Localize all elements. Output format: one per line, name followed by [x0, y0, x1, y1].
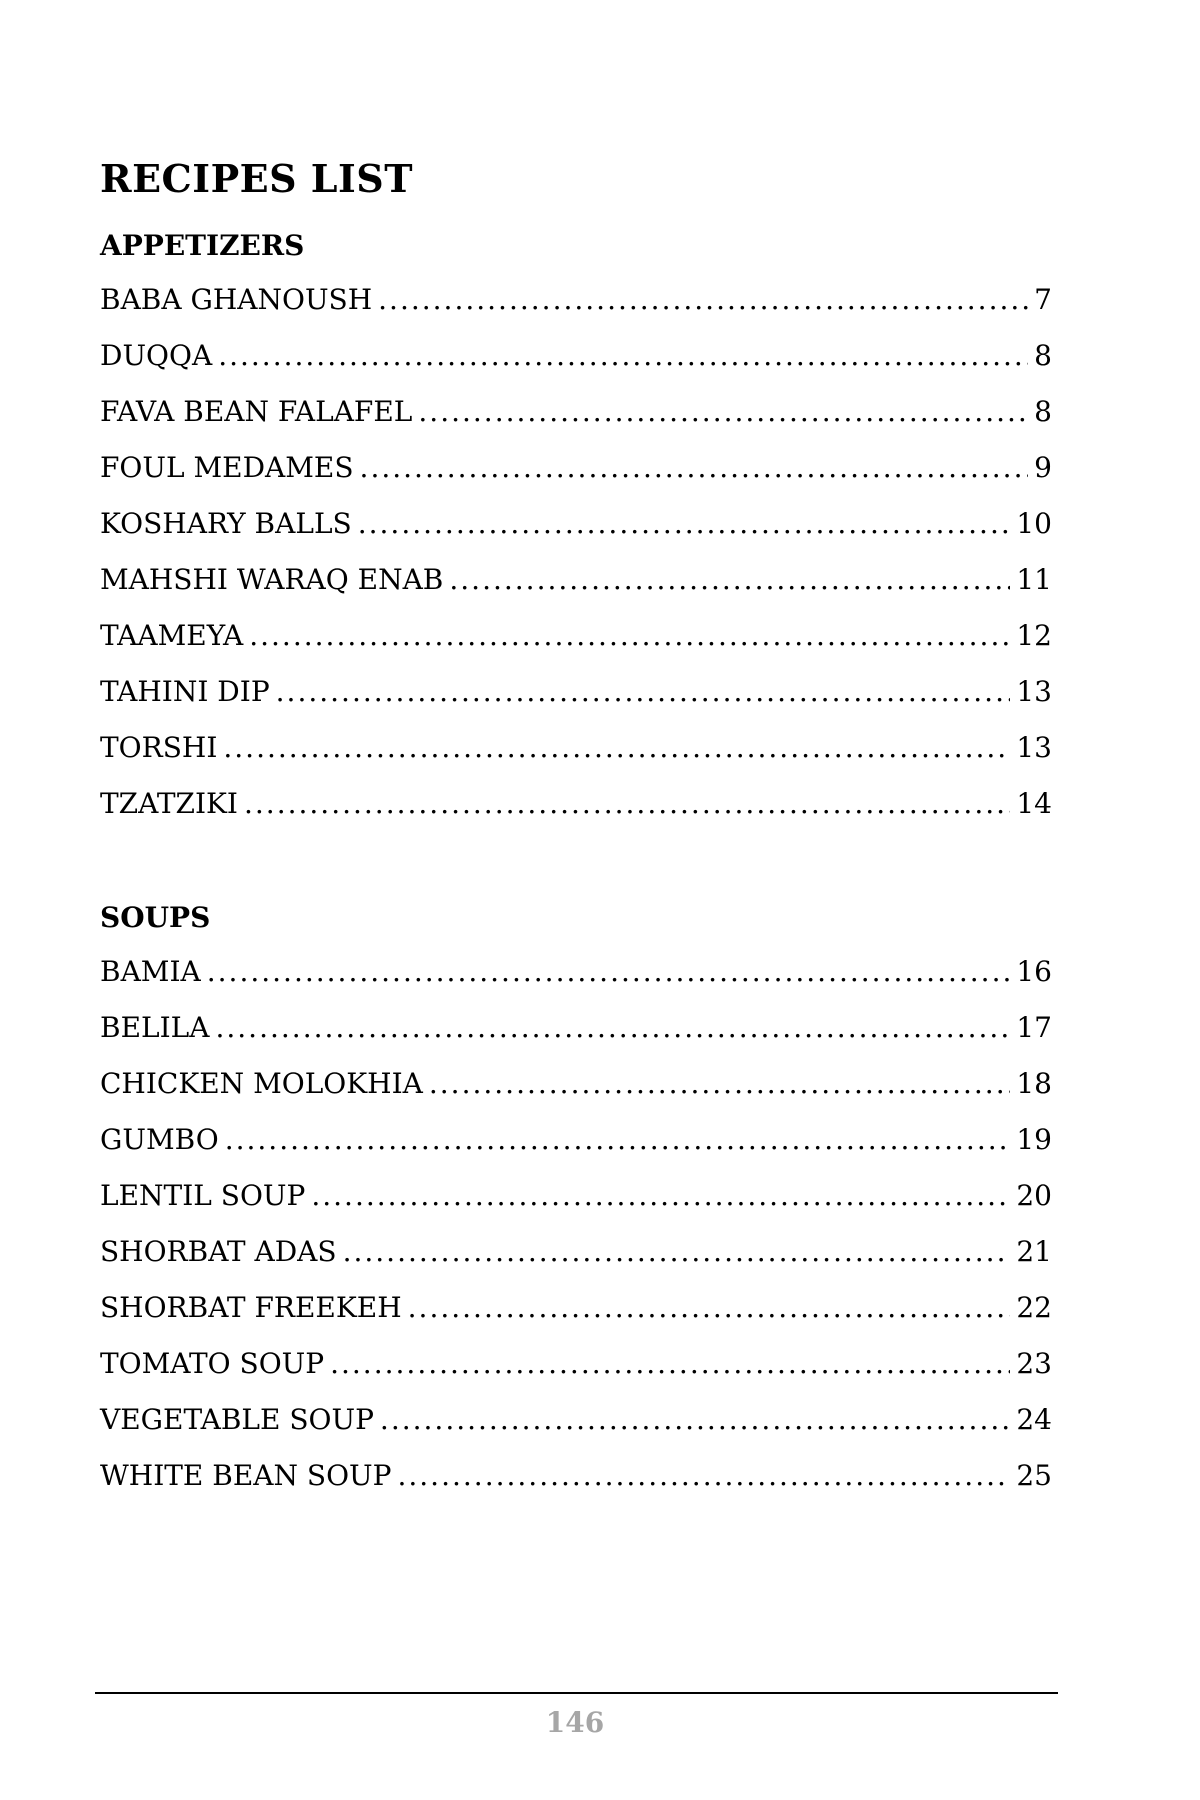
leader-dots	[244, 776, 1010, 832]
leader-dots	[218, 328, 1028, 384]
toc-entry-page: 25	[1016, 1459, 1052, 1492]
toc-entry-page: 21	[1016, 1235, 1052, 1268]
toc-entry-name: FAVA BEAN FALAFEL	[100, 395, 413, 428]
toc-entry-name: BABA GHANOUSH	[100, 283, 373, 316]
toc-entry-page: 9	[1034, 451, 1052, 484]
toc-entry-page: 17	[1016, 1011, 1052, 1044]
leader-dots	[276, 664, 1011, 720]
section-heading-appetizers: APPETIZERS	[100, 229, 305, 262]
toc-entry-name: SHORBAT FREEKEH	[100, 1291, 402, 1324]
appetizers-list	[100, 272, 1052, 832]
leader-dots	[418, 384, 1028, 440]
toc-entry-name: SHORBAT ADAS	[100, 1235, 337, 1268]
toc-entry[interactable]	[100, 776, 1052, 832]
section-heading-soups: SOUPS	[100, 901, 211, 934]
toc-entry[interactable]	[100, 1168, 1052, 1224]
toc-entry-page: 11	[1016, 563, 1052, 596]
toc-entry[interactable]	[100, 664, 1052, 720]
toc-entry[interactable]	[100, 552, 1052, 608]
leader-dots	[429, 1056, 1010, 1112]
toc-entry-name: TAHINI DIP	[100, 675, 270, 708]
toc-entry-name: FOUL MEDAMES	[100, 451, 354, 484]
toc-entry-page: 12	[1016, 619, 1052, 652]
toc-entry-name: TZATZIKI	[100, 787, 238, 820]
leader-dots	[330, 1336, 1010, 1392]
toc-entry[interactable]	[100, 1056, 1052, 1112]
toc-entry[interactable]	[100, 1336, 1052, 1392]
leader-dots	[225, 1112, 1011, 1168]
toc-entry-name: GUMBO	[100, 1123, 219, 1156]
toc-entry[interactable]	[100, 1112, 1052, 1168]
toc-entry[interactable]	[100, 944, 1052, 1000]
toc-entry-page: 22	[1016, 1291, 1052, 1324]
soups-list	[100, 944, 1052, 1504]
toc-entry-page: 13	[1016, 675, 1052, 708]
toc-entry-page: 7	[1034, 283, 1052, 316]
toc-entry-page: 16	[1016, 955, 1052, 988]
toc-entry-page: 24	[1016, 1403, 1052, 1436]
leader-dots	[311, 1168, 1010, 1224]
toc-entry-page: 8	[1034, 395, 1052, 428]
toc-entry[interactable]	[100, 1000, 1052, 1056]
toc-entry-name: TORSHI	[100, 731, 218, 764]
leader-dots	[378, 272, 1028, 328]
toc-entry[interactable]	[100, 440, 1052, 496]
toc-entry-name: MAHSHI WARAQ ENAB	[100, 563, 444, 596]
toc-entry-page: 23	[1016, 1347, 1052, 1380]
toc-entry-name: KOSHARY BALLS	[100, 507, 352, 540]
leader-dots	[207, 944, 1011, 1000]
leader-dots	[223, 720, 1010, 776]
toc-entry-name: TAAMEYA	[100, 619, 244, 652]
toc-entry-page: 19	[1016, 1123, 1052, 1156]
leader-dots	[249, 608, 1010, 664]
toc-entry-page: 18	[1016, 1067, 1052, 1100]
toc-entry[interactable]	[100, 1448, 1052, 1504]
toc-entry[interactable]	[100, 496, 1052, 552]
toc-entry[interactable]	[100, 384, 1052, 440]
page-number: 146	[545, 1706, 605, 1739]
toc-entry[interactable]	[100, 1392, 1052, 1448]
leader-dots	[408, 1280, 1011, 1336]
toc-entry[interactable]	[100, 720, 1052, 776]
toc-entry-name: BELILA	[100, 1011, 210, 1044]
leader-dots	[343, 1224, 1011, 1280]
leader-dots	[358, 496, 1011, 552]
toc-entry-page: 13	[1016, 731, 1052, 764]
toc-entry-name: VEGETABLE SOUP	[100, 1403, 374, 1436]
toc-entry-name: DUQQA	[100, 339, 213, 372]
toc-entry-page: 14	[1016, 787, 1052, 820]
toc-entry[interactable]	[100, 1280, 1052, 1336]
footer-divider	[95, 1692, 1058, 1694]
toc-entry-name: LENTIL SOUP	[100, 1179, 306, 1212]
leader-dots	[397, 1448, 1010, 1504]
leader-dots	[380, 1392, 1010, 1448]
toc-entry-page: 8	[1034, 339, 1052, 372]
toc-entry[interactable]	[100, 1224, 1052, 1280]
toc-entry-page: 10	[1016, 507, 1052, 540]
leader-dots	[215, 1000, 1010, 1056]
toc-entry-name: TOMATO SOUP	[100, 1347, 325, 1380]
toc-entry[interactable]	[100, 272, 1052, 328]
leader-dots	[360, 440, 1029, 496]
toc-entry-name: WHITE BEAN SOUP	[100, 1459, 392, 1492]
toc-entry-name: BAMIA	[100, 955, 201, 988]
leader-dots	[449, 552, 1010, 608]
toc-entry-name: CHICKEN MOLOKHIA	[100, 1067, 423, 1100]
toc-entry-page: 20	[1016, 1179, 1052, 1212]
toc-entry[interactable]	[100, 328, 1052, 384]
page-title: RECIPES LIST	[100, 156, 413, 201]
toc-entry[interactable]	[100, 608, 1052, 664]
